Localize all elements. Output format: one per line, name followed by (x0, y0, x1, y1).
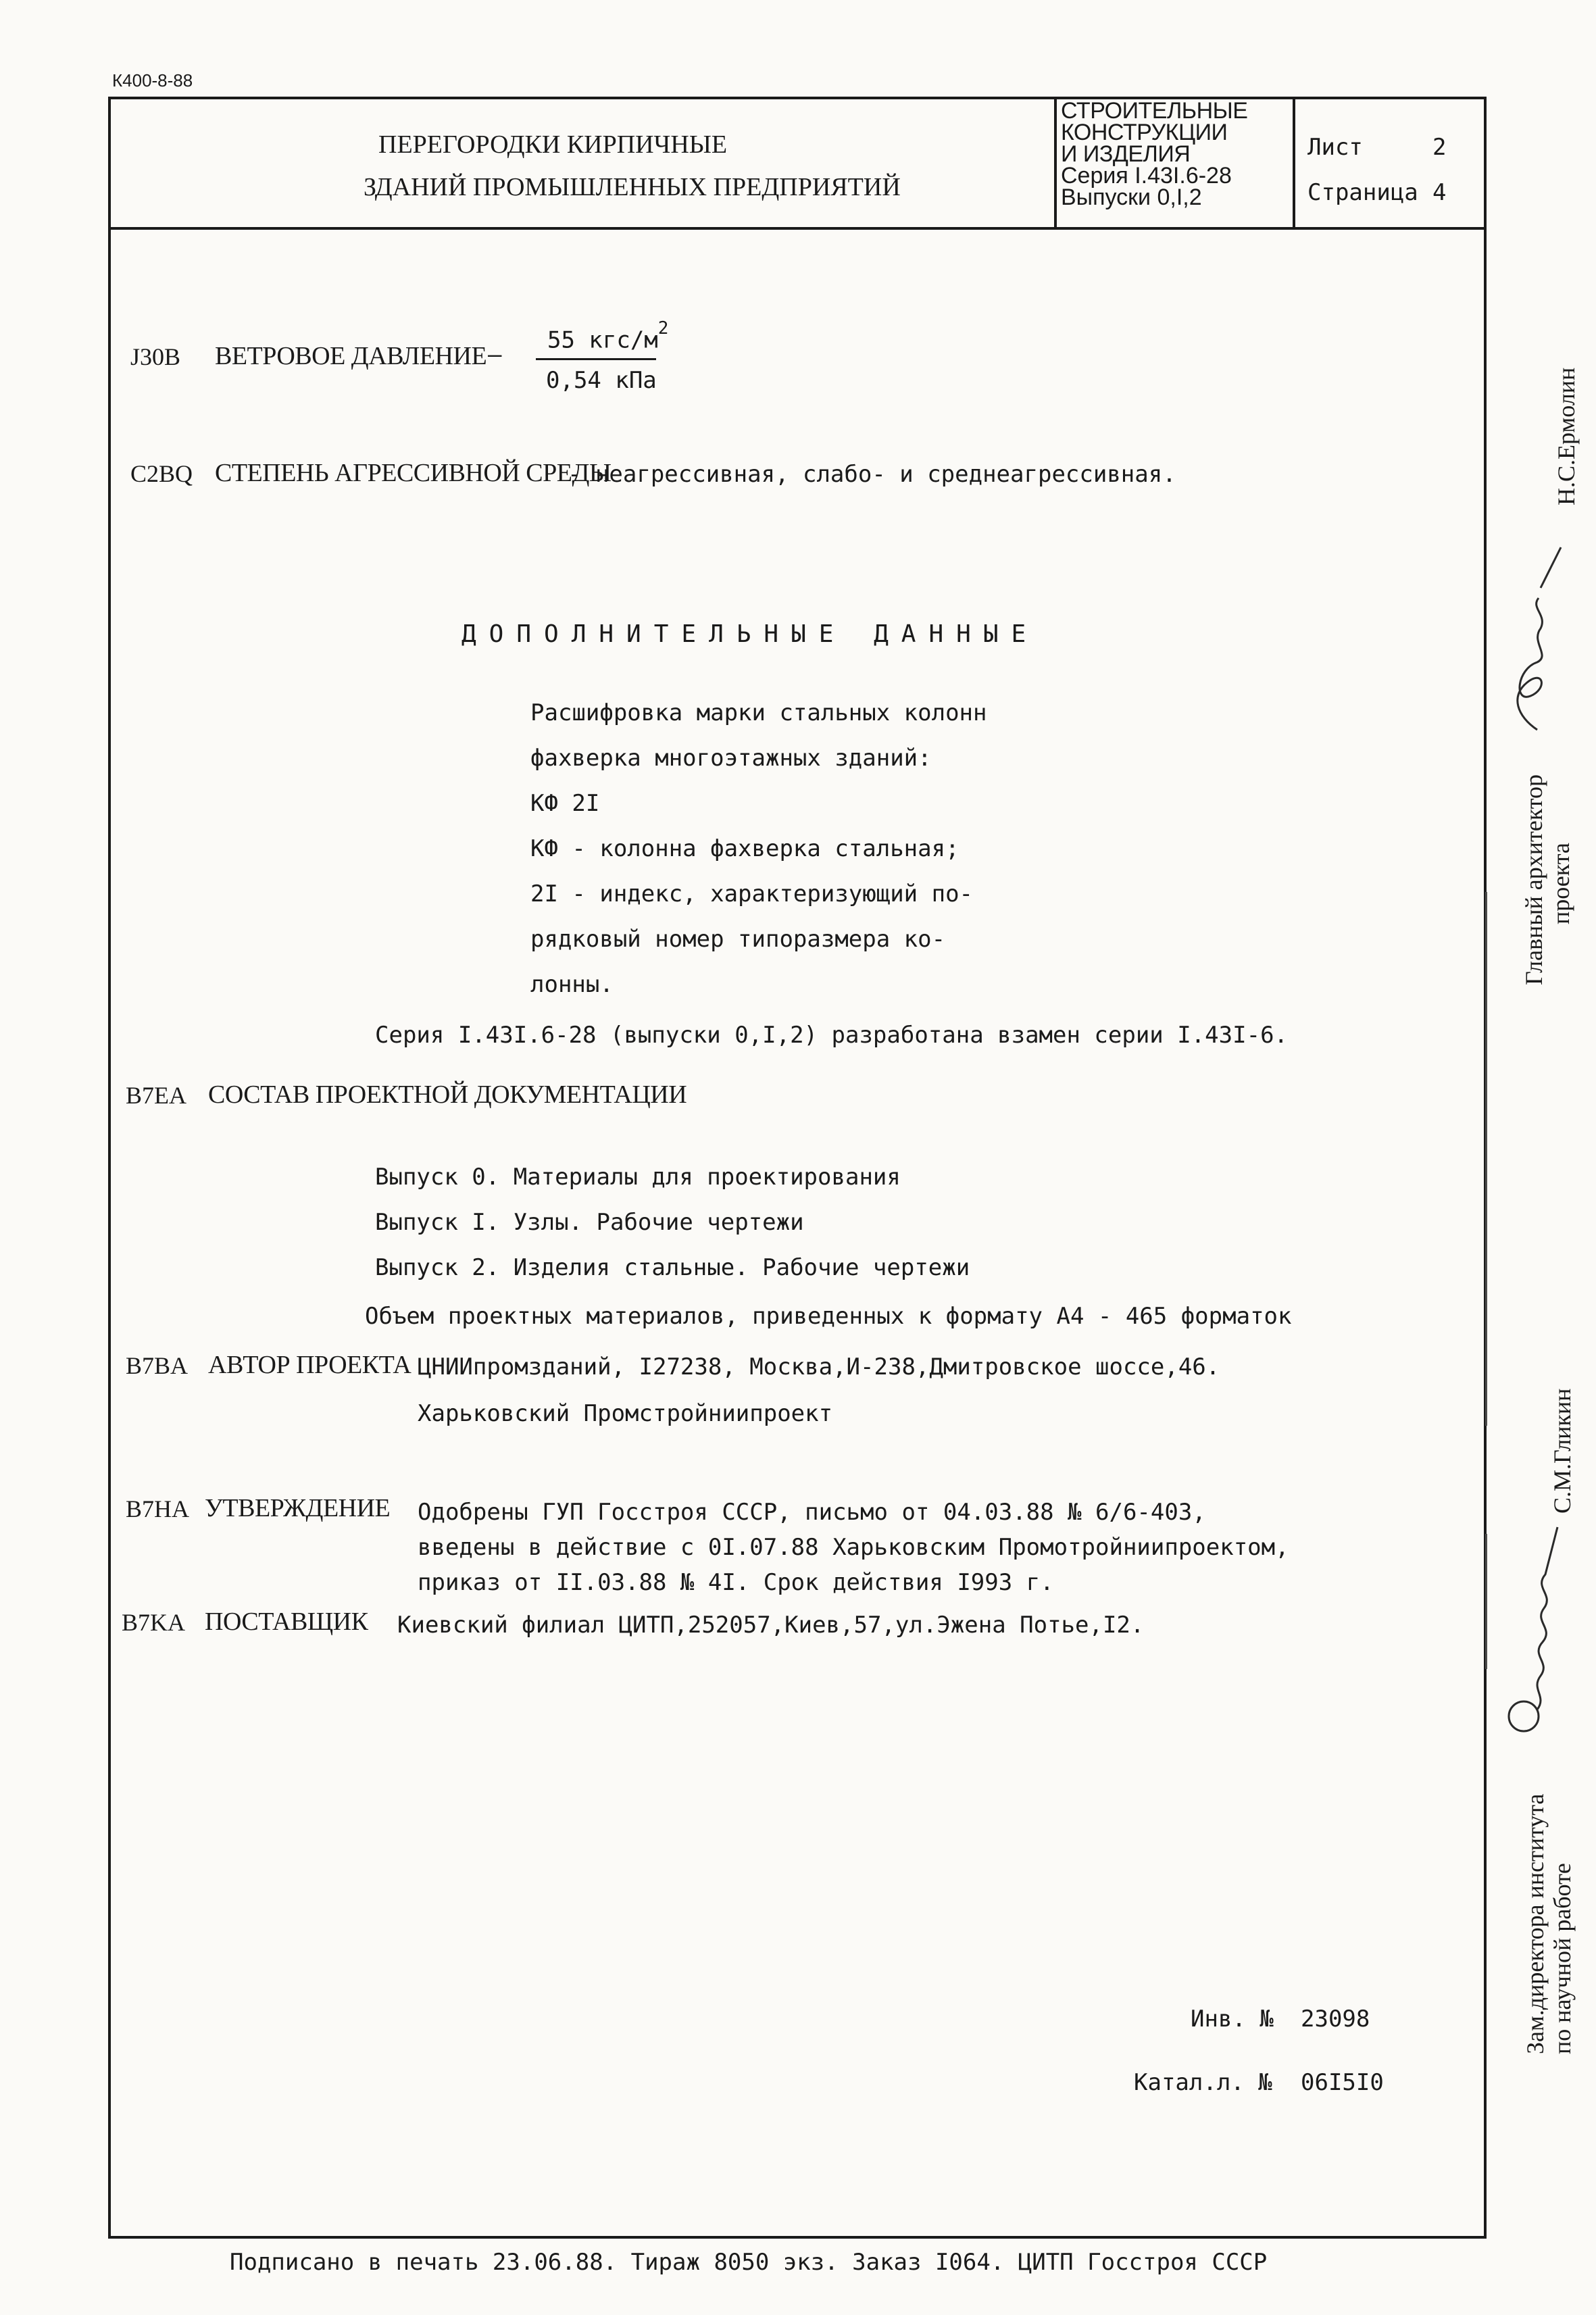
header-divider-2 (1293, 97, 1295, 228)
wind-numerator (547, 320, 668, 353)
approval-line: Одобрены ГУП Госстроя СССР, письмо от 04.03.88 № 6/6-403, (418, 1499, 1206, 1526)
aggression-code: C2BQ (130, 460, 193, 487)
additional-line: фахверка многоэтажных зданий: (530, 745, 932, 772)
catalog-number: 06I5I0 (1301, 2069, 1384, 2096)
wind-denominator: 0,54 кПа (546, 367, 657, 394)
author-address: ЦНИИпромзданий, I27238, Москва,И-238,Дмитровское шоссе,46. (418, 1353, 1220, 1380)
wind-code: J30B (130, 343, 181, 370)
aggression-label: СТЕПЕНЬ АГРЕССИВНОЙ СРЕДЫ (215, 459, 612, 487)
additional-line: рядковый номер типоразмера ко- (530, 926, 946, 953)
header-title-line2: ЗДАНИЙ ПРОМЫШЛЕННЫХ ПРЕДПРИЯТИЙ (364, 173, 901, 201)
page-label: Страница (1307, 179, 1418, 206)
header-category-line: КОНСТРУКЦИИ (1061, 120, 1228, 145)
composition-label: СОСТАВ ПРОЕКТНОЙ ДОКУМЕНТАЦИИ (208, 1080, 687, 1109)
sheet-label: Лист (1307, 134, 1363, 161)
header-issues: Выпуски 0,I,2 (1061, 184, 1202, 210)
composition-item: Выпуск 2. Изделия стальные. Рабочие чертежи (375, 1254, 970, 1281)
wind-numerator-exponent: 2 (657, 318, 669, 339)
chief-architect-signature (1490, 534, 1571, 737)
additional-data-title: ДОПОЛНИТЕЛЬНЫЕ ДАННЫЕ (462, 620, 1039, 648)
header-category-line: И ИЗДЕЛИЯ (1061, 141, 1191, 167)
header-series: Серия I.43I.6-28 (1061, 163, 1232, 189)
chief-architect-name: Н.С.Ермолин (1553, 367, 1580, 505)
author-second-org: Харьковский Промстройниипроект (418, 1400, 833, 1427)
author-label: АВТОР ПРОЕКТА (208, 1351, 412, 1379)
deputy-director-title-cont: по научной работе (1549, 1863, 1576, 2054)
deputy-director-title: Зам.директора института (1522, 1793, 1549, 2054)
page-number: 4 (1432, 179, 1447, 206)
supplier-address: Киевский филиал ЦИТП,252057,Киев,57,ул.Эжена Потье,I2. (397, 1612, 1145, 1639)
deputy-director-name: С.М.Гликин (1549, 1388, 1576, 1514)
print-footer: Подписано в печать 23.06.88. Тираж 8050 экз. Заказ I064. ЦИТП Госстроя СССР (230, 2249, 1268, 2276)
header-bottom-border (108, 227, 1487, 230)
additional-line: 2I - индекс, характеризующий по- (530, 880, 974, 907)
sidebar-separator-bottom (1485, 1534, 1487, 1669)
series-note: Серия I.43I.6-28 (выпуски 0,I,2) разработана взамен серии I.43I-6. (375, 1022, 1289, 1049)
approval-code: B7HA (126, 1495, 190, 1522)
additional-line: лонны. (530, 971, 614, 998)
chief-architect-title-cont: проекта (1547, 843, 1574, 924)
supplier-label: ПОСТАВЩИК (205, 1608, 368, 1636)
deputy-director-signature (1497, 1514, 1571, 1737)
sidebar-separator-top (1485, 892, 1487, 1426)
header-category (1061, 100, 1247, 208)
sheet-number: 2 (1432, 134, 1447, 161)
author-code: B7BA (126, 1352, 189, 1379)
composition-volume: Объем проектных материалов, приведенных к формату А4 - 465 форматок (365, 1303, 1292, 1330)
wind-fraction-bar (536, 358, 656, 360)
header-divider-1 (1054, 97, 1057, 228)
document-code: К400-8-88 (112, 70, 193, 91)
additional-line: КФ 2I (530, 790, 600, 817)
wind-numerator-value: 55 кгс/м (547, 326, 658, 354)
inventory-number: 23098 (1301, 2006, 1370, 2033)
aggression-value: - неагрессивная, слабо- и среднеагрессивная. (568, 461, 1176, 488)
additional-line: КФ - колонна фахверка стальная; (530, 835, 959, 862)
composition-item: Выпуск 0. Материалы для проектирования (375, 1164, 901, 1191)
wind-dash: – (488, 341, 502, 368)
composition-code: B7EA (126, 1082, 186, 1109)
wind-label: ВЕТРОВОЕ ДАВЛЕНИЕ (215, 342, 487, 370)
header-title-line1: ПЕРЕГОРОДКИ КИРПИЧНЫЕ (378, 130, 728, 159)
approval-line: введены в действие с 0I.07.88 Харьковским Промотройниипроектом, (418, 1534, 1289, 1561)
approval-label: УТВЕРЖДЕНИЕ (205, 1494, 391, 1522)
catalog-label: Катал.л. № (1134, 2069, 1272, 2096)
additional-line: Расшифровка марки стальных колонн (530, 699, 987, 726)
header-category-line: СТРОИТЕЛЬНЫЕ (1061, 98, 1248, 124)
approval-line: приказ от II.03.88 № 4I. Срок действия I993 г. (418, 1569, 1054, 1596)
chief-architect-title: Главный архитектор (1520, 774, 1547, 985)
composition-item: Выпуск I. Узлы. Рабочие чертежи (375, 1209, 804, 1236)
inventory-label: Инв. № (1191, 2006, 1274, 2033)
supplier-code: B7KA (122, 1609, 186, 1636)
